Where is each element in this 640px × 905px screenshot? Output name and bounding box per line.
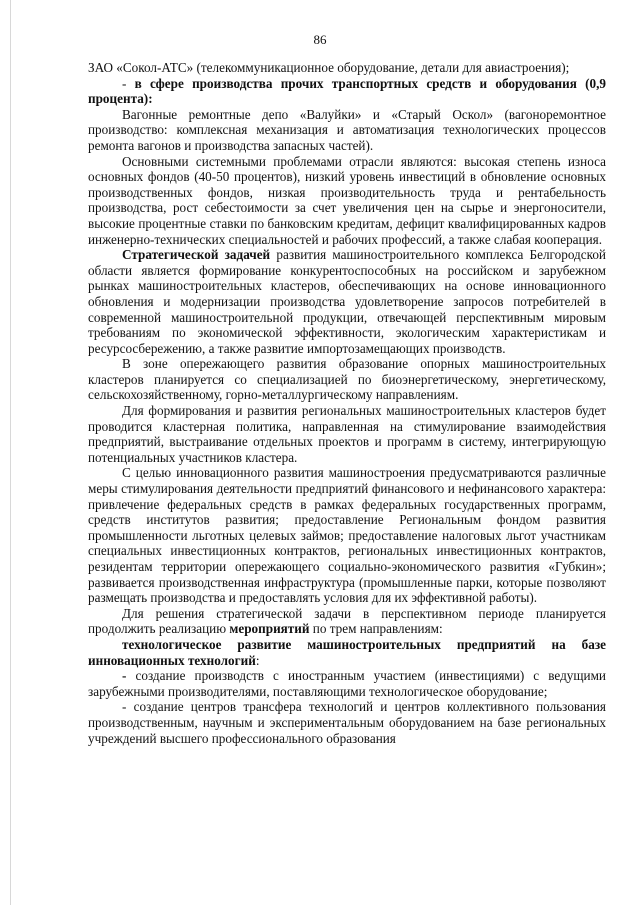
- paragraph: [88, 465, 606, 605]
- paragraph: [88, 76, 606, 107]
- text-run: С целью инновационного развития машиностроения предусматриваются различные меры стимулирования деятельности предприятий финансового и нефинансового характера: привлечение федеральных средств в рамках федеральных государственных программ, средств институтов развития; предоставление Региональным фондом развития промышленности льготных целевых займов; предоставление налоговых льгот участникам специальных инвестиционных контрактов, региональных инвестиционных контрактов, резидентам территории опережающего социально-экономического развития «Губкин»; развивается производственная инфраструктура (промышленные парки, которые позволяют размещать производства и предоставлять условия для их эффективной работы).: [88, 465, 606, 606]
- text-run: - создание центров трансфера технологий и центров коллективного пользования производственным, научным и экспериментальным оборудованием на базе региональных учреждений высшего профессионального образования: [88, 699, 606, 746]
- paragraph: [88, 154, 606, 248]
- text-run: Для решения стратегической задачи в перспективном периоде планируется продолжить реализацию: [88, 605, 606, 637]
- bold-text-run: в сфере производства прочих транспортных средств и оборудования (0,9 процента):: [88, 75, 606, 107]
- paragraph: [88, 606, 606, 637]
- text-run: Основными системными проблемами отрасли являются: высокая степень износа основных фондов (40-50 процентов), низкий уровень инвестиций в обновление основных производственных фондов, низкая производительность труда и рентабельность производства, рост себестоимости за счет увеличения цен на сырье и энергоносители, высокие процентные ставки по банковским кредитам, дефицит квалифицированных кадров инженерно-технических специальностей и рабочих профессий, а также слабая кооперация.: [88, 153, 606, 247]
- text-run: создание производств с иностранным участием (инвестициями) с ведущими зарубежными производителями, поставляющими технологическое оборудование;: [88, 668, 606, 699]
- text-run: по трем направлениям:: [309, 621, 443, 637]
- page-number: 86: [313, 32, 327, 47]
- bold-text-run: технологическое развитие машиностроительных предприятий на базе инновационных технологий: [88, 636, 606, 668]
- scan-edge-line: [10, 0, 11, 905]
- text-run: :: [255, 652, 260, 668]
- paragraph: [88, 637, 606, 668]
- paragraph: [88, 356, 606, 403]
- paragraph: [88, 403, 606, 465]
- bold-text-run: Стратегической задачей: [122, 247, 271, 263]
- bold-text-run: -: [122, 668, 136, 684]
- paragraph: [88, 60, 606, 76]
- body-text: [88, 60, 606, 746]
- paragraph: [88, 107, 606, 154]
- text-run: развития машиностроительного комплекса Белгородской области является формирование конкурентоспособных на российском и зарубежном рынках машиностроительных кластеров, обеспечивающих на основе инновационного обновления и модернизации производства удовлетворение запросов потребителей в современной машиностроительной продукции, отвечающей перспективным мировым требованиям по экономической эффективности, экологическим характеристикам и ресурсосбережению, а также развитие импортозамещающих производств.: [88, 247, 606, 356]
- text-run: Для формирования и развития региональных машиностроительных кластеров будет проводится кластерная политика, направленная на стимулирование взаимодействия предприятий, выстраивание отдельных проектов и программ в систему, интегрирующую потенциальных участников кластера.: [88, 403, 606, 465]
- text-run: В зоне опережающего развития образование опорных машиностроительных кластеров планируется со специализацией по биоэнергетическому, энергетическому, сельскохозяйственному, горно-металлургическому направлениям.: [88, 356, 606, 403]
- paragraph: [88, 668, 606, 699]
- text-run: ЗАО «Сокол-АТС» (телекоммуникационное оборудование, детали для авиастроения);: [88, 60, 570, 75]
- paragraph: [88, 247, 606, 356]
- text-run: Вагонные ремонтные депо «Валуйки» и «Старый Оскол» (вагоноремонтное производство: комплексная механизация и автоматизация технологических процессов ремонта вагонов и производства запасных частей).: [88, 106, 606, 153]
- text-run: -: [122, 75, 135, 91]
- bold-text-run: мероприятий: [229, 621, 310, 637]
- paragraph: [88, 699, 606, 746]
